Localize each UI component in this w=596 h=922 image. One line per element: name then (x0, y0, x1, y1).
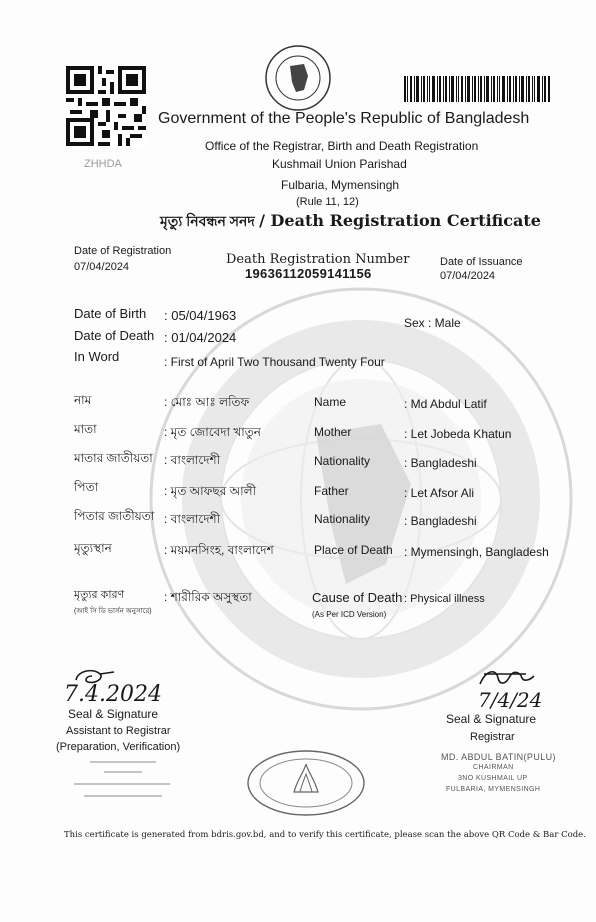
qr-caption: ZHHDA (84, 158, 122, 170)
right-seal-label: Seal & Signature (446, 712, 537, 726)
qr-code (66, 66, 146, 146)
bn-label: মাতার জাতীয়তা (74, 451, 153, 465)
stamp-union: 3NO KUSHMAIL UP (458, 775, 528, 782)
union-name: Kushmail Union Parishad (272, 157, 407, 171)
bn-label: পিতা (74, 480, 99, 494)
cause-bn-value: : শারীরিক অসুস্থতা (164, 590, 252, 604)
bn-label: পিতার জাতীয়তা (74, 509, 155, 523)
rule-ref: (Rule 11, 12) (296, 196, 359, 208)
right-role: Registrar (470, 731, 515, 743)
dod-label: Date of Death (74, 328, 155, 343)
en-label: Nationality (314, 512, 371, 526)
registration-number: 19636112059141156 (245, 266, 372, 281)
bn-value: : মোঃ আঃ লতিফ (164, 395, 250, 409)
en-value: : Bangladeshi (404, 456, 477, 470)
left-signature-date: 7.4.2024 (64, 682, 162, 707)
registration-date: 07/04/2024 (74, 261, 130, 273)
dob-value: : 05/04/1963 (164, 308, 237, 323)
bn-label: মাতা (74, 422, 97, 436)
office-title: Office of the Registrar, Birth and Death Registration (205, 139, 479, 153)
left-seal-label: Seal & Signature (68, 707, 159, 721)
issuance-date: 07/04/2024 (440, 270, 496, 282)
right-signature-date: 7/4/24 (478, 688, 543, 712)
sex-value: Sex : Male (404, 316, 461, 330)
bn-label: নাম (74, 393, 92, 407)
en-label: Father (314, 484, 349, 498)
en-value: : Bangladeshi (404, 514, 477, 528)
stamp-title: CHAIRMAN (473, 764, 514, 771)
bn-value: : ময়মনসিংহ, বাংলাদেশ (164, 543, 274, 557)
bn-value: : মৃত জোবেদা খাতুন (164, 425, 261, 439)
stamp-place: FULBARIA, MYMENSINGH (446, 786, 541, 793)
union-round-seal (244, 748, 368, 818)
en-value: : Md Abdul Latif (404, 397, 487, 411)
en-value: : Let Afsor Ali (404, 486, 475, 500)
barcode (404, 76, 550, 102)
cause-en-label: Cause of Death (312, 590, 403, 605)
left-role: Assistant to Registrar (66, 725, 171, 737)
en-label: Mother (314, 425, 352, 439)
in-word-label: In Word (74, 349, 120, 364)
bn-label: মৃত্যুস্থান (74, 541, 112, 555)
title-english: / Death Registration Certificate (259, 211, 541, 230)
government-title: Government of the People's Republic of Bangladesh (158, 110, 530, 127)
en-label: Name (314, 395, 347, 409)
bn-value: : মৃত আফছর আলী (164, 484, 257, 498)
registration-number-label: Death Registration Number (226, 252, 410, 267)
location: Fulbaria, Mymensingh (281, 178, 400, 192)
footer-note: This certificate is generated from bdris.gov.bd, and to verify this certificate, please scan the above QR Code & Bar Code. (64, 830, 586, 840)
dob-label: Date of Birth (74, 306, 147, 321)
certificate-title (160, 210, 541, 234)
cause-bn-label: মৃত্যুর কারণ (74, 589, 125, 601)
issuance-date-label: Date of Issuance (440, 256, 523, 268)
en-label: Place of Death (314, 543, 393, 557)
bn-value: : বাংলাদেশী (164, 453, 221, 467)
en-label: Nationality (314, 454, 371, 468)
left-faded-stamp (70, 758, 174, 800)
bn-value: : বাংলাদেশী (164, 512, 221, 526)
in-word-value: : First of April Two Thousand Twenty Four (164, 355, 385, 369)
stamp-name: MD. ABDUL BATIN(PULU) (441, 752, 556, 762)
left-role-sub: (Preparation, Verification) (56, 741, 181, 753)
dod-value: : 01/04/2024 (164, 330, 237, 345)
title-bengali: মৃত্যু নিবন্ধন সনদ (160, 213, 255, 229)
en-value: : Let Jobeda Khatun (404, 427, 512, 441)
cause-bn-sub: (আই সি ডি ভার্সন অনুসারে) (74, 608, 152, 615)
cause-en-sub: (As Per ICD Version) (312, 610, 387, 619)
registration-date-label: Date of Registration (74, 245, 172, 257)
en-value: : Mymensingh, Bangladesh (404, 545, 549, 559)
government-emblem (264, 44, 332, 112)
cause-en-value: : Physical illness (404, 593, 485, 605)
